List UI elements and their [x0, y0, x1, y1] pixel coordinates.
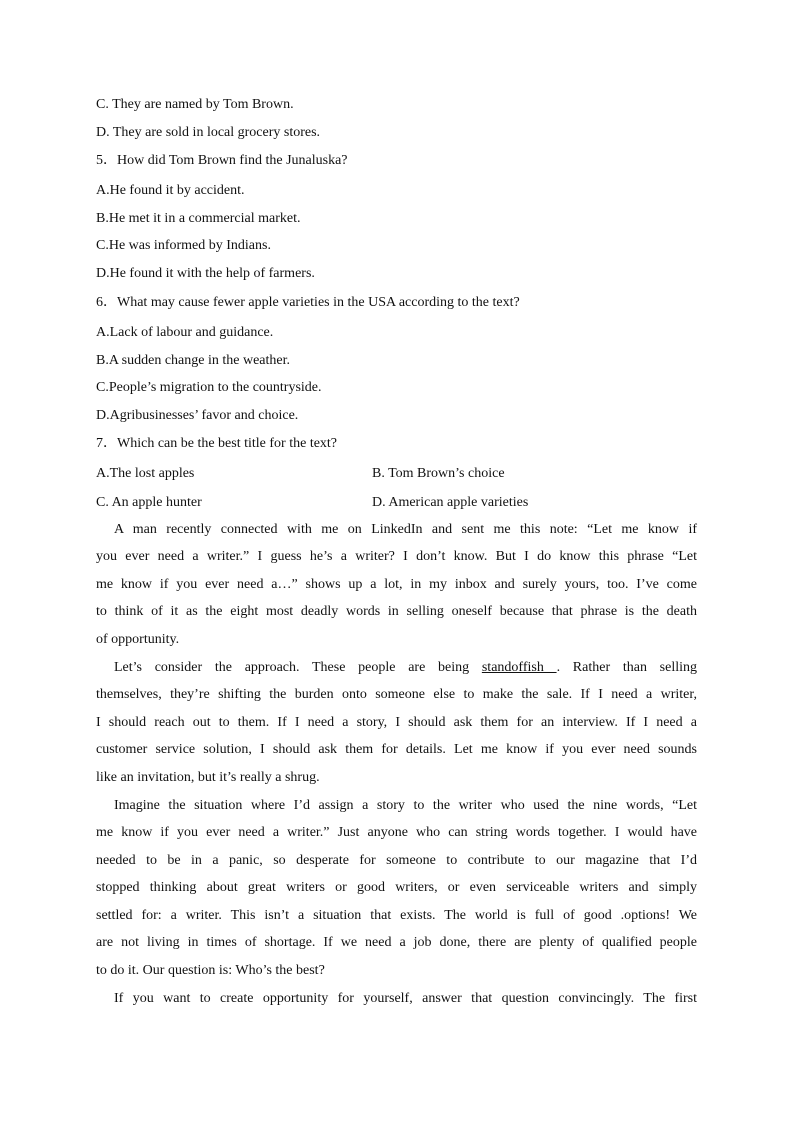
p1-line-4: to think of it as the eight most deadly words in selling oneself because that phrase is the death [96, 604, 697, 619]
p3-line-3: needed to be in a panic, so desperate for someone to contribute to our magazine that I’d [96, 853, 697, 868]
q6-option-b: B.A sudden change in the weather. [96, 353, 291, 368]
q6-stem: 6．What may cause fewer apple varieties in the USA according to the text? [96, 295, 520, 310]
q7-option-c: C. An apple hunter [96, 495, 202, 510]
p1-line-1: A man recently connected with me on LinkedIn and sent me this note: “Let me know if [114, 522, 697, 537]
q4-option-d: D. They are sold in local grocery stores. [96, 125, 321, 140]
q6-option-d: D.Agribusinesses’ favor and choice. [96, 408, 299, 423]
p1-line-2: you ever need a writer.” I guess he’s a writer? I don’t know. But I do know this phrase “Let [96, 549, 697, 564]
q5-option-c: C.He was informed by Indians. [96, 238, 271, 253]
underlined-word: standoffish [481, 660, 557, 675]
q5-option-b: B.He met it in a commercial market. [96, 211, 301, 226]
q7-stem: 7．Which can be the best title for the text? [96, 436, 338, 451]
p2-line-1-after: . Rather than selling [556, 660, 698, 675]
p3-line-2: me know if you ever need a writer.” Just anyone who can string words together. I would have [96, 825, 697, 840]
p4-line-1: If you want to create opportunity for yourself, answer that question convincingly. The first [114, 991, 697, 1006]
q7-option-b: B. Tom Brown’s choice [372, 466, 505, 481]
q7-option-a: A.The lost apples [96, 466, 195, 481]
q7-option-row-2 [96, 494, 202, 512]
p2-line-3: I should reach out to them. If I need a story, I should ask them for an interview. If I need a [96, 715, 697, 730]
p3-line-1: Imagine the situation where I’d assign a story to the writer who used the nine words, “Let [114, 798, 697, 813]
q5-option-a: A.He found it by accident. [96, 183, 245, 198]
p3-line-5: settled for: a writer. This isn’t a situation that exists. The world is full of good .options! We [96, 908, 697, 923]
p2-line-2: themselves, they’re shifting the burden onto someone else to make the sale. If I need a writer, [96, 687, 697, 702]
p3-line-4: stopped thinking about great writers or good writers, or even serviceable writers and simply [96, 880, 697, 895]
p3-line-7: to do it. Our question is: Who’s the best? [96, 963, 325, 978]
q5-option-d: D.He found it with the help of farmers. [96, 266, 315, 281]
p2-line-1-before: Let’s consider the approach. These people are being [114, 660, 482, 675]
p1-line-3: me know if you ever need a…” shows up a lot, in my inbox and surely yours, too. I’ve come [96, 577, 697, 592]
p2-line-1 [114, 659, 697, 677]
q7-option-row-1 [96, 465, 194, 483]
p2-line-4: customer service solution, I should ask them for details. Let me know if you ever need sounds [96, 742, 697, 757]
q4-option-c: C. They are named by Tom Brown. [96, 97, 294, 112]
q6-option-a: A.Lack of labour and guidance. [96, 325, 274, 340]
q7-option-d: D. American apple varieties [372, 495, 529, 510]
p1-line-5: of opportunity. [96, 632, 180, 647]
q6-option-c: C.People’s migration to the countryside. [96, 380, 322, 395]
p2-line-5: like an invitation, but it’s really a shrug. [96, 770, 320, 785]
q5-stem: 5．How did Tom Brown find the Junaluska? [96, 153, 348, 168]
p3-line-6: are not living in times of shortage. If we need a job done, there are plenty of qualified people [96, 935, 697, 950]
